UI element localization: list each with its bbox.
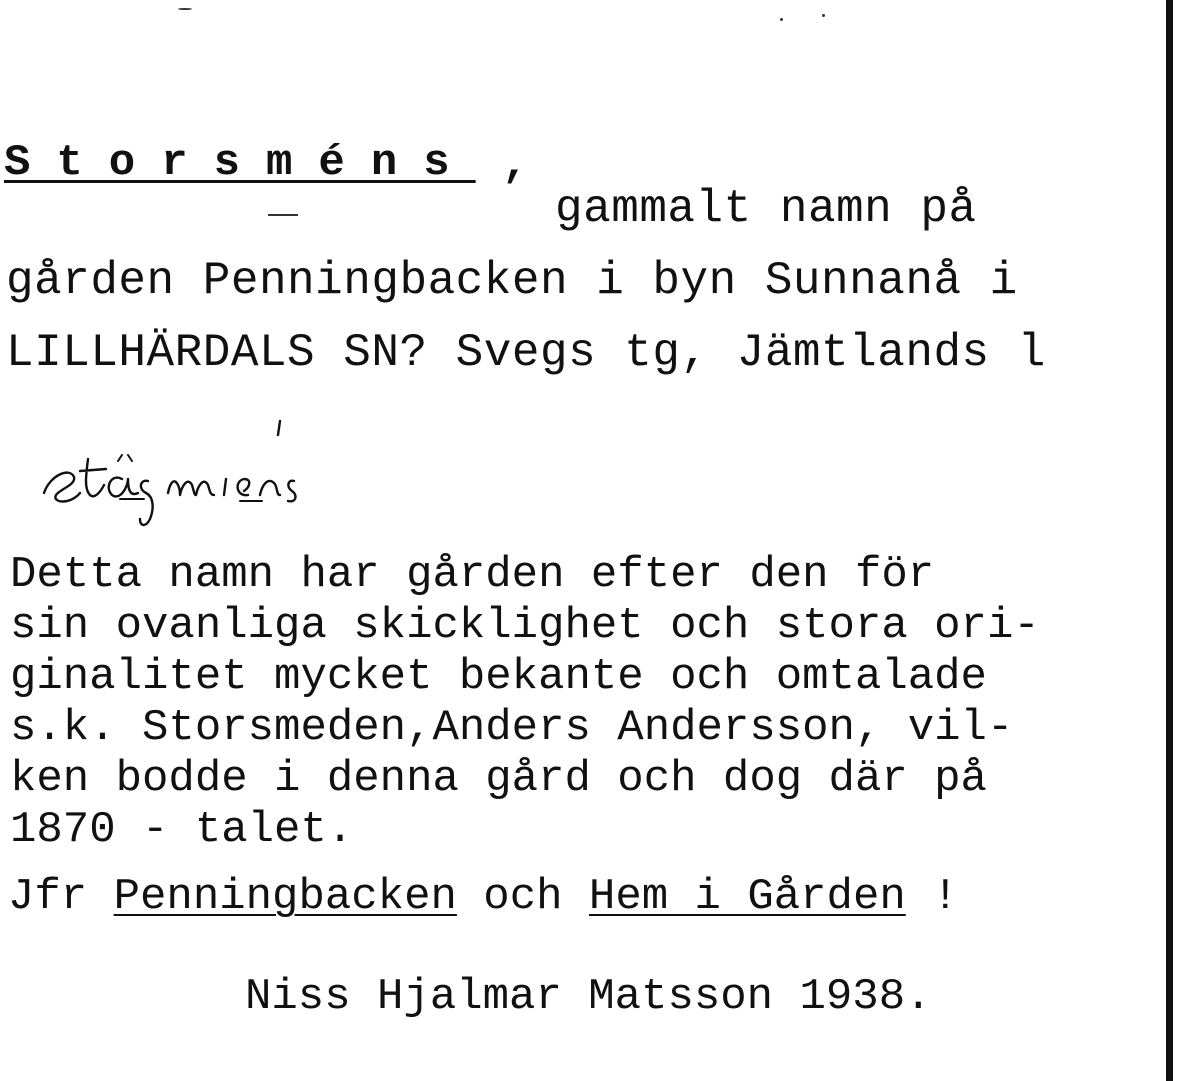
handwritten-pronunciation — [30, 415, 390, 535]
reference-link-hem-i-garden[interactable]: Hem i Gården — [588, 872, 906, 922]
description-line-3: LILLHÄRDALS SN? Svegs tg, Jämtlands l — [6, 327, 1046, 379]
scan-speck — [822, 14, 825, 17]
reference-link-penningbacken[interactable]: Penningbacken — [113, 872, 457, 922]
description-line-2: gården Penningbacken i byn Sunnanå i — [6, 255, 1018, 307]
body-paragraph: Detta namn har gården efter den för sin ovanliga skicklighet och stora ori- ginalitet mycket bekante och omtalade s.k. Storsmeden,Anders Andersson, vil- ken bodde i denna gård och dog där på 1870 - talet. — [10, 550, 1040, 855]
signature-line: Niss Hjalmar Matsson 1938. — [245, 972, 932, 1022]
card-edge-line — [1166, 0, 1173, 1081]
headword — [4, 138, 476, 188]
scan-speck — [780, 18, 783, 21]
reference-middle: och — [456, 872, 589, 922]
description-line-1: gammalt namn på — [555, 183, 977, 235]
headword-comma: , — [502, 140, 529, 190]
handwritten-word: stå̧mėns — [30, 415, 35, 416]
headword-text: Storsméns — [4, 138, 476, 188]
reference-prefix: Jfr — [8, 872, 114, 922]
scan-speck — [178, 8, 192, 10]
cross-reference — [8, 872, 959, 922]
reference-suffix: ! — [905, 872, 959, 922]
scan-speck — [268, 214, 298, 216]
